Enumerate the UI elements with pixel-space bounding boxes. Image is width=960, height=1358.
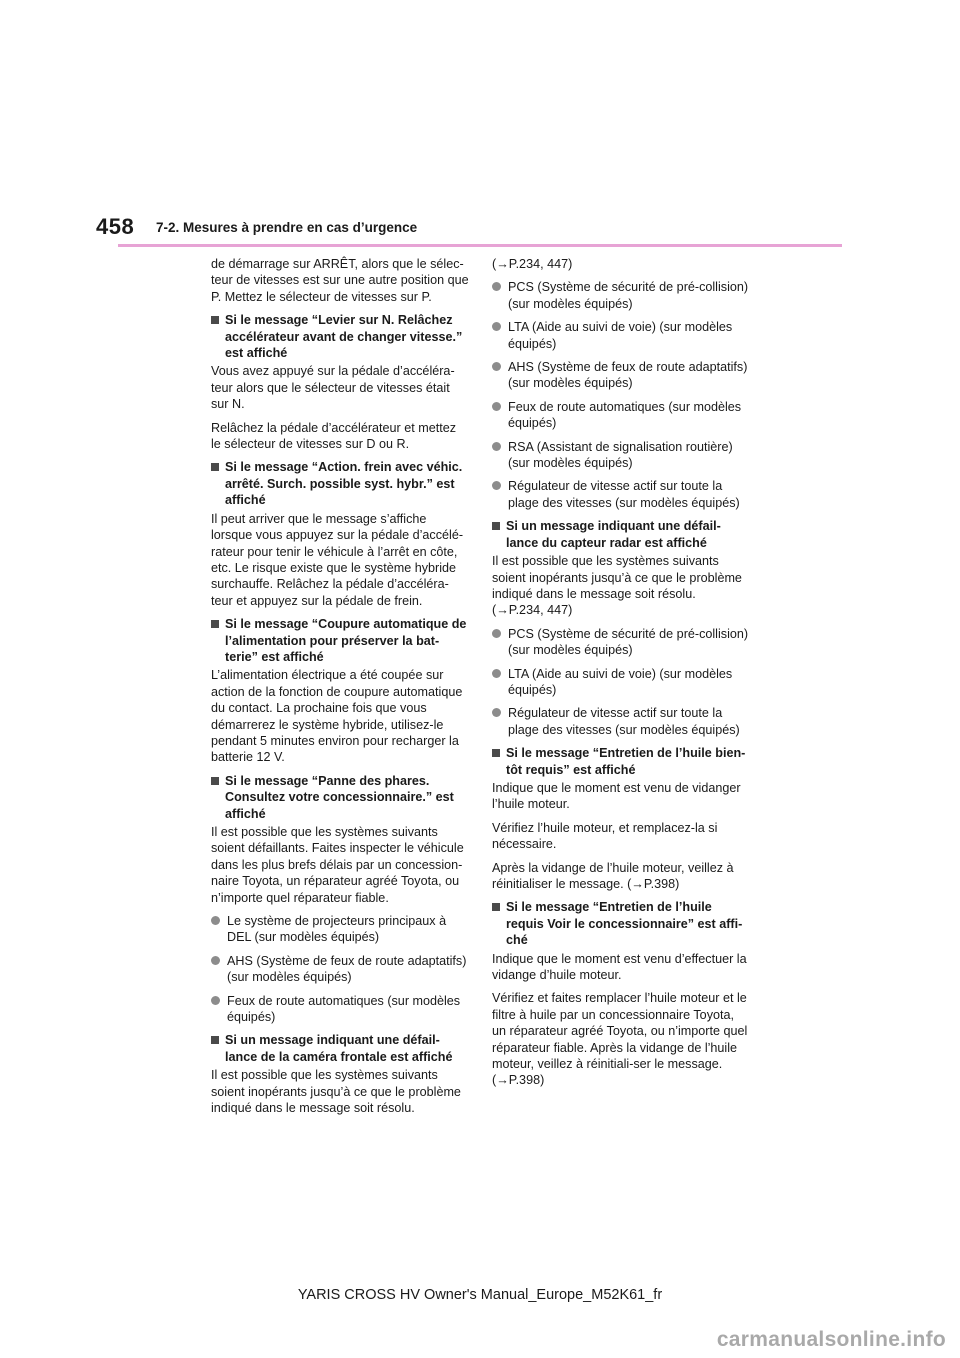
section-heading (492, 745, 750, 778)
circle-bullet-icon (211, 996, 220, 1005)
page-number: 458 (96, 214, 135, 239)
section-heading (211, 616, 469, 665)
circle-bullet-icon (211, 916, 220, 925)
bullet-item (492, 478, 750, 511)
circle-bullet-icon (492, 708, 501, 717)
footer-manual-name: YARIS CROSS HV Owner's Manual_Europe_M52K61_fr (297, 1287, 663, 1303)
paragraph: (→P.234, 447) (492, 257, 573, 271)
bullet-text: Feux de route automatiques (sur modèles équipés) (508, 399, 742, 431)
bullet-text: AHS (Système de feux de route adaptatifs) (sur modèles équipés) (508, 360, 748, 391)
paragraph: Indique que le moment est venu d’effectuer la vidange d’huile moteur. (492, 951, 747, 983)
bullet-item (492, 705, 750, 738)
paragraph: Il peut arriver que le message s’affiche lorsque vous appuyez sur la pédale d’accélé-rateur pour tenir le véhicule à l’arrêt en côte, etc. Le risque existe que le système hybride surchauffe. Relâchez la pédale d’accéléra-teur et appuyez sur la pédale de frein. (211, 511, 464, 608)
circle-bullet-icon (492, 442, 501, 451)
paragraph: Indique que le moment est venu de vidanger l’huile moteur. (492, 780, 741, 812)
paragraph: Vous avez appuyé sur la pédale d’accéléra-teur alors que le sélecteur de vitesses était sur N. (211, 364, 455, 412)
paragraph: Relâchez la pédale d’accélérateur et mettez le sélecteur de vitesses sur D ou R. (211, 420, 457, 452)
circle-bullet-icon (492, 402, 501, 411)
heading-text: Si le message “Entretien de l’huile requis Voir le concessionnaire” est affi-ché (506, 900, 743, 948)
watermark: carmanualsonline.info (716, 1328, 946, 1351)
paragraph: L’alimentation électrique a été coupée sur action de la fonction de coupure automatique du contact. La prochaine fois que vous démarrerez le système hybride, utilisez-le pendant 5 minutes environ pour recharger la batterie 12 V. (211, 668, 463, 765)
heading-text: Si le message “Entretien de l’huile bien-tôt requis” est affiché (506, 746, 746, 777)
paragraph: Il est possible que les systèmes suivants soient inopérants jusqu’à ce que le problème indiqué dans le message soit résolu. (→P.234, 447) (492, 554, 742, 618)
bullet-item (492, 439, 750, 472)
bullet-text: AHS (Système de feux de route adaptatifs) (sur modèles équipés) (227, 953, 467, 985)
bullet-text: Régulateur de vitesse actif sur toute la plage des vitesses (sur modèles équipés) (508, 706, 740, 737)
bullet-item (211, 993, 469, 1026)
heading-text: Si le message “Action. frein avec véhic. arrêté. Surch. possible syst. hybr.” est affiché (225, 460, 463, 508)
heading-text: Si le message “Levier sur N. Relâchez accélérateur avant de changer vitesse.” est affiché (225, 313, 463, 361)
paragraph: Vérifiez l’huile moteur, et remplacez-la si nécessaire. (492, 820, 718, 852)
bullet-text: PCS (Système de sécurité de pré-collision) (sur modèles équipés) (508, 626, 749, 658)
square-bullet-icon (492, 903, 500, 911)
circle-bullet-icon (492, 629, 501, 638)
paragraph: Vérifiez et faites remplacer l’huile moteur et le filtre à huile par un concessionnaire Toyota, un réparateur agréé Toyota, ou n’importe quel réparateur fiable. Après la vidange de l’huile moteur, veillez à réinitiali-ser le message. (→P.398) (492, 991, 748, 1088)
bullet-item (492, 626, 750, 659)
circle-bullet-icon (492, 669, 501, 678)
left-column (211, 256, 469, 1124)
circle-bullet-icon (492, 481, 501, 490)
square-bullet-icon (211, 316, 219, 324)
header-rule (118, 244, 842, 247)
square-bullet-icon (492, 522, 500, 530)
square-bullet-icon (211, 463, 219, 471)
bullet-item (211, 913, 469, 946)
right-column (492, 256, 750, 1096)
circle-bullet-icon (211, 956, 220, 965)
circle-bullet-icon (492, 362, 501, 371)
section-heading (211, 312, 469, 361)
bullet-text: Régulateur de vitesse actif sur toute la plage des vitesses (sur modèles équipés) (508, 479, 740, 510)
section-heading (211, 459, 469, 508)
circle-bullet-icon (492, 282, 501, 291)
paragraph: Après la vidange de l’huile moteur, veillez à réinitialiser le message. (→P.398) (492, 860, 734, 891)
square-bullet-icon (211, 777, 219, 785)
bullet-text: RSA (Assistant de signalisation routière) (sur modèles équipés) (508, 439, 733, 471)
section-heading (211, 1032, 469, 1065)
bullet-text: Le système de projecteurs principaux à DEL (sur modèles équipés) (227, 914, 447, 945)
bullet-text: PCS (Système de sécurité de pré-collision) (sur modèles équipés) (508, 280, 749, 311)
square-bullet-icon (211, 1036, 219, 1044)
bullet-item (492, 279, 750, 312)
square-bullet-icon (492, 749, 500, 757)
section-heading (492, 518, 750, 551)
square-bullet-icon (211, 620, 219, 628)
section-heading (492, 899, 750, 948)
section-heading (211, 773, 469, 822)
paragraph: de démarrage sur ARRÊT, alors que le sélec-teur de vitesses est sur une autre position que P. Mettez le sélecteur de vitesses sur P. (211, 257, 469, 304)
bullet-item (492, 319, 750, 352)
bullet-text: Feux de route automatiques (sur modèles équipés) (227, 993, 461, 1025)
heading-text: Si un message indiquant une défail-lance de la caméra frontale est affiché (225, 1033, 453, 1064)
bullet-item (492, 666, 750, 699)
heading-text: Si le message “Coupure automatique de l’alimentation pour préserver la bat-terie” est affiché (225, 617, 467, 664)
bullet-item (492, 399, 750, 432)
heading-text: Si un message indiquant une défail-lance du capteur radar est affiché (506, 519, 721, 550)
bullet-text: LTA (Aide au suivi de voie) (sur modèles équipés) (508, 666, 733, 697)
section-title: 7-2. Mesures à prendre en cas d’urgence (156, 220, 418, 235)
paragraph: Il est possible que les systèmes suivants soient défaillants. Faites inspecter le véhicule dans les plus brefs délais par un concession-naire Toyota, un réparateur agréé Toyota, ou n’importe quel réparateur fiable. (211, 825, 464, 905)
paragraph: Il est possible que les systèmes suivants soient inopérants jusqu’à ce que le problème indiqué dans le message soit résolu. (211, 1068, 461, 1116)
circle-bullet-icon (492, 322, 501, 331)
bullet-item (492, 359, 750, 392)
heading-text: Si le message “Panne des phares. Consultez votre concessionnaire.” est affiché (225, 773, 454, 821)
bullet-item (211, 953, 469, 986)
bullet-text: LTA (Aide au suivi de voie) (sur modèles équipés) (508, 320, 733, 351)
